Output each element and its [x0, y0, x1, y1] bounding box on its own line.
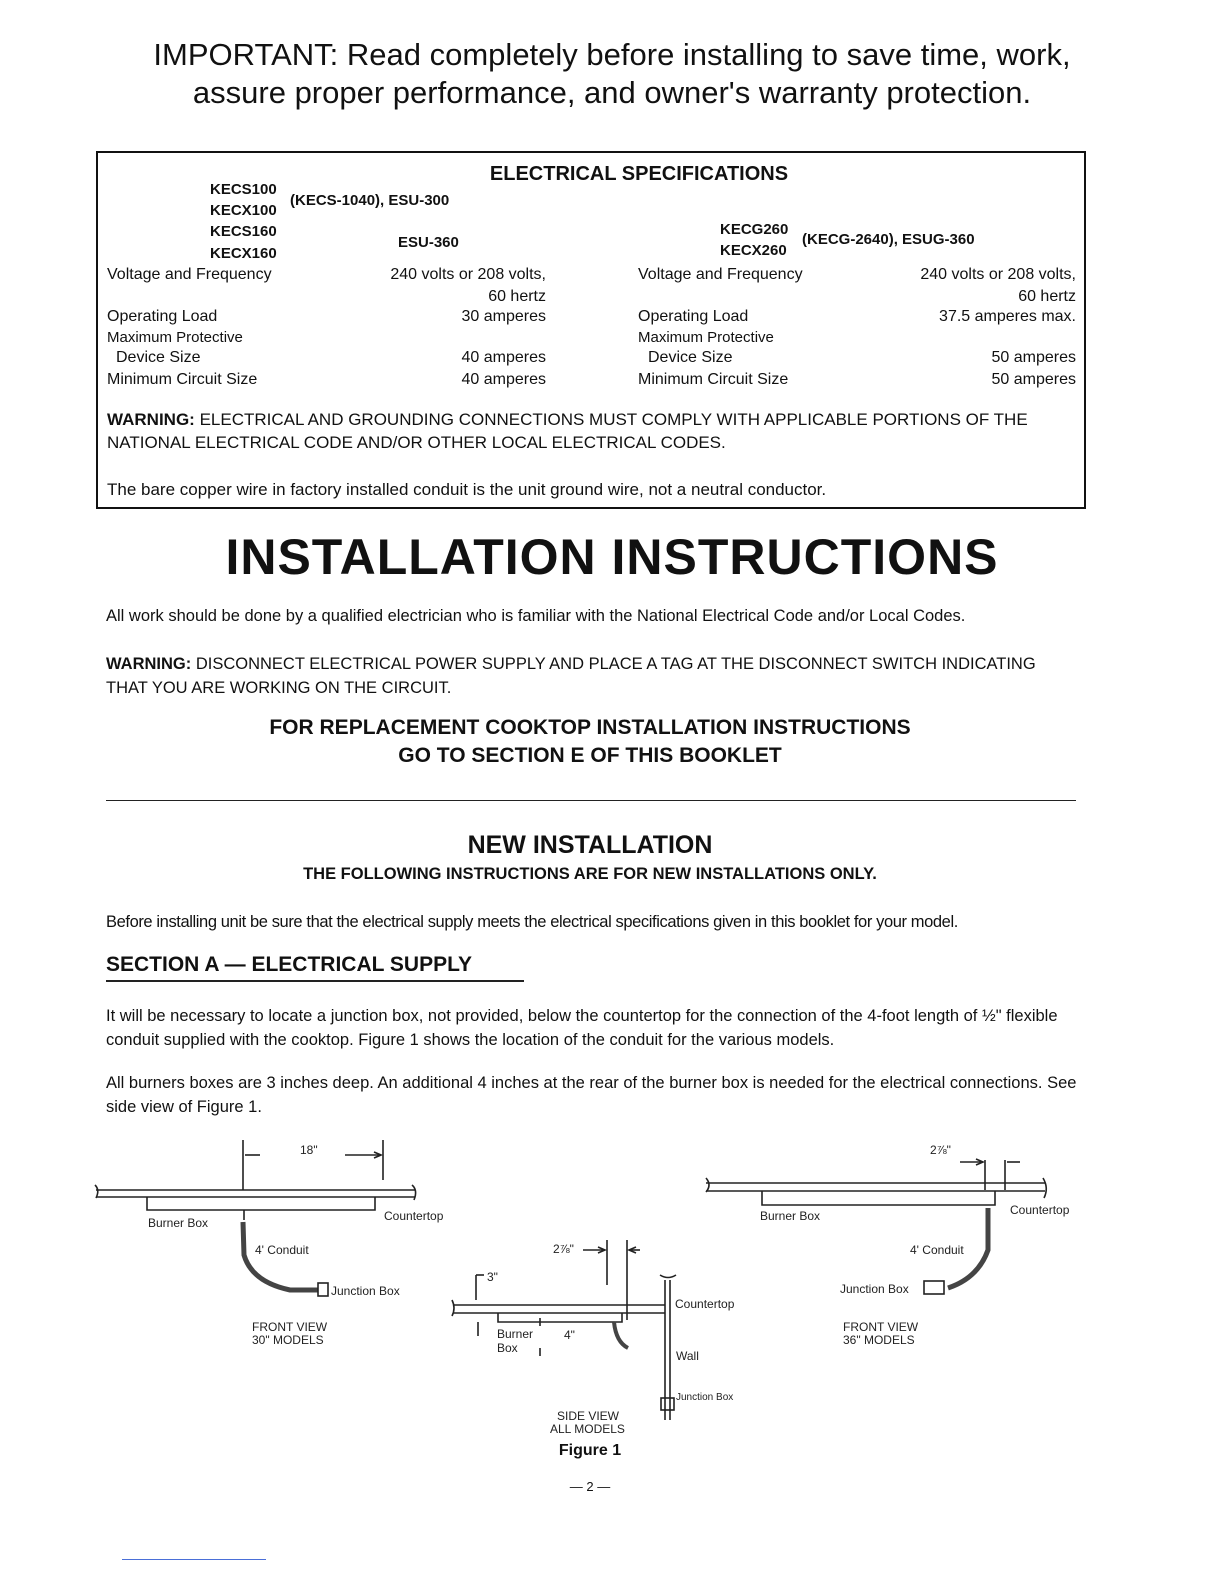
fig-left-view-2: 30" MODELS — [252, 1333, 324, 1347]
fig-mid-dimension-top: 2⅞" — [553, 1242, 574, 1256]
fig-mid-wall: Wall — [676, 1349, 699, 1363]
right-voltage-value: 240 volts or 208 volts, — [920, 266, 1076, 283]
left-load-label: Operating Load — [107, 308, 218, 325]
section-a-title: SECTION A — ELECTRICAL SUPPLY — [106, 953, 524, 982]
fig-right-view-1: FRONT VIEW — [843, 1320, 919, 1334]
important-line-1: IMPORTANT: Read completely before installing to save time, work, — [153, 37, 1071, 72]
fig-mid-view-2: ALL MODELS — [550, 1422, 625, 1436]
left-protective-value: 40 amperes — [461, 349, 546, 366]
fig-mid-view-1: SIDE VIEW — [557, 1409, 620, 1423]
fig-right-view-2: 36" MODELS — [843, 1333, 915, 1347]
front-view-30-drawing — [95, 1140, 416, 1296]
left-voltage-label: Voltage and Frequency — [107, 266, 272, 283]
model-kecs100: KECS100 — [210, 181, 277, 198]
fig-mid-box: Box — [497, 1341, 518, 1355]
fig-mid-countertop: Countertop — [675, 1297, 735, 1311]
right-circuit-label: Minimum Circuit Size — [638, 371, 789, 388]
new-installation-title: NEW INSTALLATION — [467, 831, 713, 859]
model-note-a: (KECS-1040), ESU-300 — [290, 192, 450, 209]
model-note-right: (KECG-2640), ESUG-360 — [802, 231, 975, 248]
specifications-title: ELECTRICAL SPECIFICATIONS — [489, 163, 789, 185]
warning-label: WARNING: — [107, 410, 195, 429]
model-note-b: ESU-360 — [398, 234, 459, 251]
fig-left-burner-box: Burner Box — [148, 1216, 209, 1230]
fig-right-conduit: 4' Conduit — [910, 1243, 964, 1257]
grounding-warning — [107, 408, 1079, 454]
fig-left-conduit: 4' Conduit — [255, 1243, 309, 1257]
left-circuit-label: Minimum Circuit Size — [107, 371, 258, 388]
left-protective-label-1: Maximum Protective — [107, 329, 243, 346]
model-kecg260: KECG260 — [720, 221, 789, 238]
fig-left-junction-box: Junction Box — [331, 1284, 400, 1298]
right-protective-value: 50 amperes — [991, 349, 1076, 366]
fig-right-junction-box: Junction Box — [840, 1282, 909, 1296]
intro-paragraph: All work should be done by a qualified electrician who is familiar with the National Electrical Code and/or Local Codes. — [106, 607, 966, 625]
fig-mid-rear-dimension: 4" — [564, 1328, 575, 1342]
before-installing-text: Before installing unit be sure that the electrical supply meets the electrical specifications given in this booklet for your model. — [106, 913, 958, 931]
fig-left-countertop: Countertop — [384, 1209, 444, 1223]
left-load-value: 30 amperes — [461, 308, 546, 325]
figure-caption: Figure 1 — [558, 1442, 622, 1459]
important-line-2: assure proper performance, and owner's warranty protection. — [192, 75, 1032, 110]
warning2-label: WARNING: — [106, 655, 192, 673]
model-kecx100: KECX100 — [210, 202, 277, 219]
right-frequency-value: 60 hertz — [1018, 288, 1076, 305]
left-protective-label-2: Device Size — [116, 349, 201, 366]
fig-right-burner-box: Burner Box — [760, 1209, 821, 1223]
fig-mid-dimension-depth: 3" — [487, 1270, 498, 1284]
important-notice — [0, 36, 1224, 112]
section-a-paragraph-2: All burners boxes are 3 inches deep. An additional 4 inches at the rear of the burner box is needed for the electrical connections. See side view of Figure 1. — [106, 1074, 1077, 1116]
main-title: INSTALLATION INSTRUCTIONS — [225, 529, 999, 585]
left-frequency-value: 60 hertz — [488, 288, 546, 305]
fig-right-dimension: 2⅞" — [930, 1143, 951, 1157]
section-a-paragraph-1: It will be necessary to locate a junction box, not provided, below the countertop for the connection of the 4-foot length of ½" flexible conduit supplied with the cooktop. Figure 1 shows the location of the conduit for the various models. — [106, 1007, 1058, 1049]
model-kecs160: KECS160 — [210, 223, 277, 240]
fig-left-view-1: FRONT VIEW — [252, 1320, 328, 1334]
fig-mid-burner: Burner — [497, 1327, 534, 1341]
disconnect-warning — [106, 652, 1081, 700]
fig-right-countertop: Countertop — [1010, 1203, 1070, 1217]
right-circuit-value: 50 amperes — [991, 371, 1076, 388]
section-divider — [106, 800, 1076, 801]
right-load-label: Operating Load — [638, 308, 749, 325]
page-number: — 2 — — [569, 1479, 611, 1494]
replacement-line-1: FOR REPLACEMENT COOKTOP INSTALLATION INSTRUCTIONS — [269, 716, 911, 739]
warning-text: ELECTRICAL AND GROUNDING CONNECTIONS MUST COMPLY WITH APPLICABLE PORTIONS OF THE NATIONAL ELECTRICAL CODE AND/OR OTHER LOCAL ELECTRICAL CODES. — [107, 410, 1028, 452]
left-voltage-value: 240 volts or 208 volts, — [390, 266, 546, 283]
model-kecx260: KECX260 — [720, 242, 787, 259]
warning2-text: DISCONNECT ELECTRICAL POWER SUPPLY AND PLACE A TAG AT THE DISCONNECT SWITCH INDICATING THAT YOU ARE WORKING ON THE CIRCUIT. — [106, 655, 1036, 697]
front-view-36-drawing — [706, 1159, 1046, 1294]
right-protective-label-1: Maximum Protective — [638, 329, 774, 346]
fig-left-dimension: 18" — [300, 1143, 318, 1157]
new-installation-subtitle: THE FOLLOWING INSTRUCTIONS ARE FOR NEW INSTALLATIONS ONLY. — [303, 865, 877, 883]
footer-line — [122, 1559, 266, 1560]
ground-wire-note: The bare copper wire in factory installed conduit is the unit ground wire, not a neutral conductor. — [107, 480, 827, 499]
model-kecx160: KECX160 — [210, 245, 277, 262]
right-protective-label-2: Device Size — [648, 349, 733, 366]
replacement-line-2: GO TO SECTION E OF THIS BOOKLET — [398, 744, 782, 767]
right-voltage-label: Voltage and Frequency — [638, 266, 803, 283]
left-circuit-value: 40 amperes — [461, 371, 546, 388]
fig-mid-junction-box: Junction Box — [676, 1392, 734, 1403]
right-load-value: 37.5 amperes max. — [939, 308, 1076, 325]
